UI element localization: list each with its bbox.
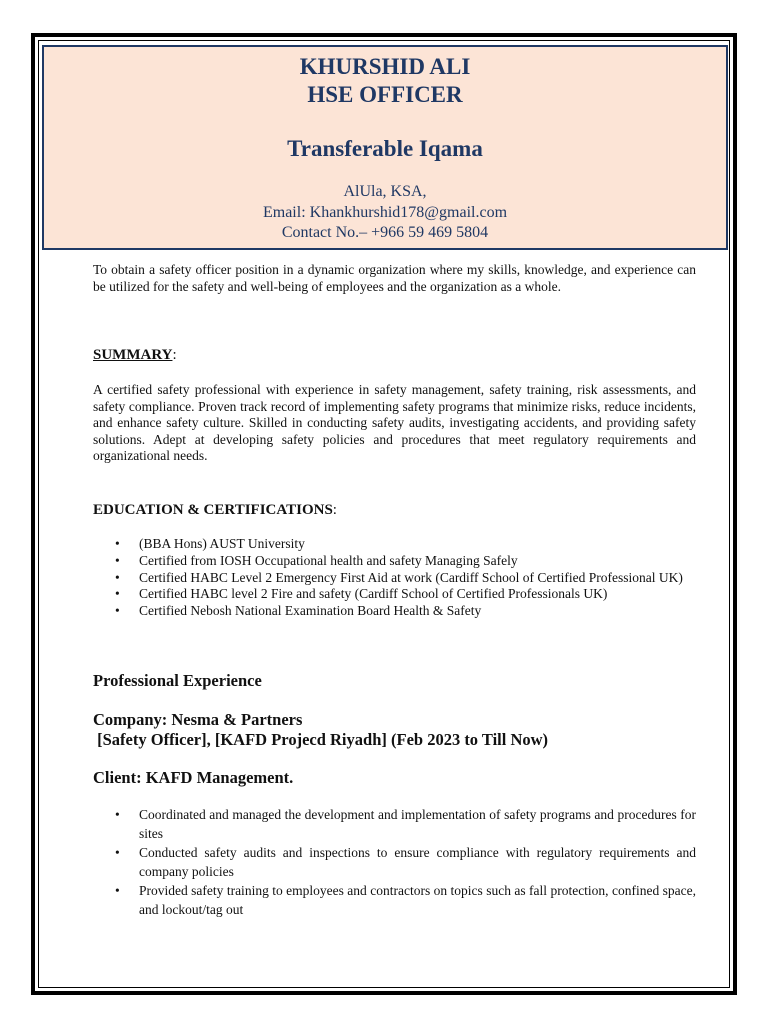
- client-line: [93, 768, 696, 788]
- list-item: • Provided safety training to employees and contractors on topics such as fall protection, confined space, and lockout/tag out: [115, 883, 696, 917]
- location: AlUla, KSA,: [343, 183, 427, 200]
- summary-section: [93, 382, 696, 465]
- summary-colon: :: [172, 347, 177, 363]
- email: Email: Khankhurshid178@gmail.com: [262, 204, 508, 221]
- education-heading: [93, 501, 696, 519]
- experience-heading: [93, 671, 696, 691]
- list-item: • Conducted safety audits and inspections to ensure compliance with regulatory requirements and company policies: [115, 845, 696, 879]
- objective-text: To obtain a safety officer position in a dynamic organization where my skills, knowledge, and experience can be utilized for the safety and well-being of employees and the organization as a whole.: [93, 262, 696, 294]
- summary-text: A certified safety professional with experience in safety management, safety training, risk assessments, and safety compliance. Proven track record of implementing safety programs that minimize risks, reduce incidents, and enhance safety culture. Skilled in conducting safety audits, investigating accidents, and providing safety solutions. Adept at developing safety policies and procedures that meet regulatory requirements and organizational needs.: [93, 382, 696, 463]
- iqama-status: Transferable Iqama: [287, 136, 483, 161]
- company-name: Company: Nesma & Partners: [93, 710, 303, 729]
- resume-header: [42, 45, 728, 250]
- list-item: • Certified Nebosh National Examination Board Health & Safety: [115, 603, 482, 619]
- client-name: Client: KAFD Management.: [93, 768, 294, 787]
- education-colon: :: [332, 502, 337, 518]
- bullet-icon: •: [115, 569, 120, 585]
- contact-number: Contact No.– +966 59 469 5804: [281, 224, 489, 241]
- list-item: • Certified from IOSH Occupational health and safety Managing Safely: [115, 552, 518, 568]
- bullet-icon: •: [115, 883, 120, 898]
- list-item: • Coordinated and managed the development and implementation of safety programs and procedures for sites: [115, 807, 696, 841]
- list-item: • Certified HABC level 2 Fire and safety (Cardiff School of Certified Professionals UK): [115, 586, 608, 602]
- summary-title: SUMMARY: [93, 347, 173, 363]
- company-line: [93, 710, 696, 750]
- bullet-icon: •: [115, 807, 120, 822]
- bullet-icon: •: [115, 536, 120, 551]
- education-list: [93, 536, 696, 620]
- experience-list: [93, 805, 696, 919]
- experience-title: Professional Experience: [93, 671, 262, 690]
- bullet-icon: •: [115, 603, 120, 619]
- education-title: EDUCATION & CERTIFICATIONS: [93, 502, 333, 518]
- list-item: • Certified HABC Level 2 Emergency First Aid at work (Cardiff School of Certified Professional UK): [115, 569, 683, 585]
- bullet-icon: •: [115, 845, 120, 860]
- summary-heading: [93, 346, 696, 364]
- list-item: • (BBA Hons) AUST University: [115, 536, 305, 551]
- bullet-icon: •: [115, 586, 120, 602]
- candidate-role: HSE OFFICER: [307, 82, 463, 107]
- position-line: [Safety Officer], [KAFD Projecd Riyadh] (Feb 2023 to Till Now): [93, 730, 549, 749]
- bullet-icon: •: [115, 552, 120, 568]
- objective-section: [93, 262, 696, 295]
- candidate-name: KHURSHID ALI: [299, 54, 471, 79]
